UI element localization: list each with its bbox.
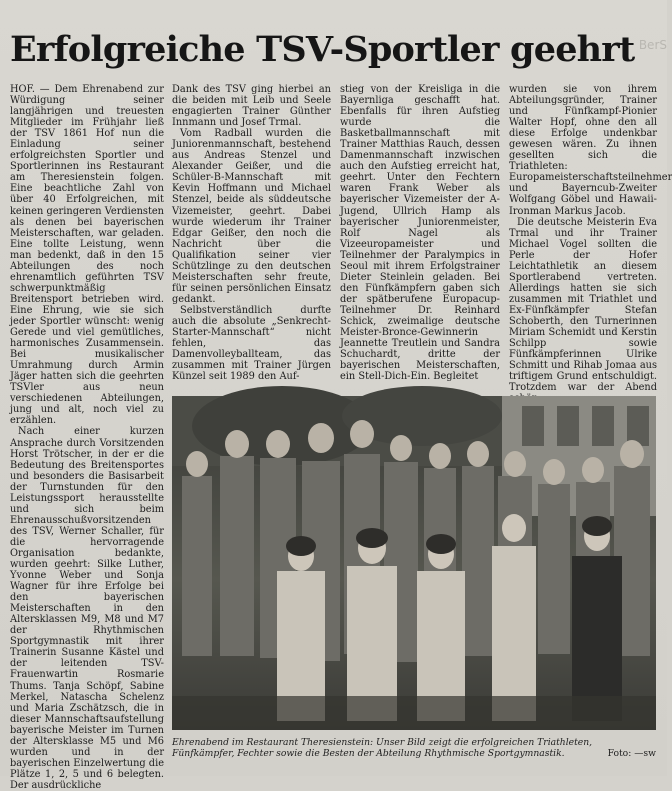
- caption-text: Ehrenabend im Restaurant Theresienstein: Unser Bild zeigt die erfolgreichen Triathleten, Fünfkämpfer, Fechter sowie die Besten der Abteilung Rhythmische Sportgymnastik.: [172, 737, 593, 759]
- paragraph: Selbstverständlich durfte auch die absolute „Senkrecht-Starter-Mannschaft“ nicht fehlen, das Damenvolleyballteam, das zusammen mit Trainer Jürgen Künzel seit 1989 den Auf-: [172, 304, 331, 383]
- article-column-3: [340, 84, 500, 398]
- paragraph: Vom Radball wurden die Juniorenmannschaft, bestehend aus Andreas Stenzel und Alexander Geißer, und die Schüler-B-Mannschaft mit Kevin Hoffmann und Michael Stenzel, beide als süddeutsche Vizemeister, geehrt. Dabei wurde wiederum ihr Trainer Edgar Geißer, den noch die Nachricht über die Qualifikation seiner vier Schützlinge zu den deutschen Meisterschaften sehr freute, für seinen persönlichen Einsatz gedankt.: [172, 128, 331, 305]
- article-column-2: [172, 84, 331, 398]
- article-column-1: [10, 84, 165, 791]
- adjacent-article-edge: BerS: [638, 38, 667, 52]
- paragraph: stieg von der Kreisliga in die Bayernliga geschafft hat. Ebenfalls für ihren Aufstieg wurde die Basketballmannschaft mit Trainer Matthias Rauch, dessen Damenmannschaft inzwischen auch den Aufstieg erreicht hat, geehrt. Unter den Fechtern waren Frank Weber als bayerischer Vizemeister der A-Jugend, Ullrich Hamp als bayerischer Juniorenmeister, Rolf Nagel als Vizeeuropameister und Teilnehmer der Paralympics in Seoul mit ihrem Erfolgstrainer Dieter Steinlein geladen. Bei den Fünfkämpfern gaben sich der spätberufene Europacup-Teilnehmer Dr. Reinhard Schick, zweimalige deutsche Meister-Bronce-Gewinnerin Jeannette Treutlein und Sandra Schuchardt, dritte der bayerischen Meisterschaften, ein Stell-Dich-Ein. Begleitet: [340, 84, 500, 383]
- paragraph: Nach einer kurzen Ansprache durch Vorsitzenden Horst Trötscher, in der er die Bedeutung des Breitensportes und besonders die Basisarbeit der Turnstunden für den Leistungssport herausstellte und sich beim Ehrenausschußvorsitzenden des TSV, Werner Schaller, für die hervorragende Organisation bedankte, wurden geehrt: Silke Luther, Yvonne Weber und Sonja Wagner für ihre Erfolge bei den bayerischen Meisterschaften in den Altersklassen M9, M8 und M7 der Rhythmischen Sportgymnastik mit ihrer Trainerin Susanne Kästel und der leitenden TSV-Frauenwartin Rosmarie Thums. Tanja Schöpf, Sabine Merkel, Natascha Schelenz und Maria Zschätzsch, die in dieser Mannschaftsaufstellung bayerische Meister im Turnen der Altersklasse M5 und M6 wurden und in der bayerischen Einzelwertung die Plätze 1, 2, 5 und 6 belegten. Der ausdrückliche: [10, 426, 165, 791]
- paragraph: Dank des TSV ging hierbei an die beiden mit Leib und Seele engagierten Trainer Günther Innmann und Josef Trmal.: [172, 84, 331, 129]
- group-photo: [172, 396, 656, 730]
- photo-caption: [172, 737, 656, 759]
- paragraph: Die deutsche Meisterin Eva Trmal und ihr Trainer Michael Vogel sollten die Perle der Hofer Leichtathletik an diesem Sportlerabend vertreten. Allerdings hatten sie sich zusammen mit Triathlet und Ex-Fünfkämpfer Stefan Schoberth, den Turnerinnen Miriam Schemidt und Kerstin Schilpp sowie Fünfkämpferinnen Ulrike Schmitt und Rihab Jomaa aus triftigem Grund entschuldigt. Trotzdem war der Abend: [509, 216, 657, 394]
- paragraph: wurden sie von ihrem Abteilungsgründer, Trainer und Fünfkampf-Pionier Walter Hopf, ohne den all diese Erfolge undenkbar gewesen wären. Zu ihnen gesellten sich die Triathleten: Europameisterschaftsteilnehmer und Bayerncub-Zweiter Wolfgang Göbel und Hawaii-Ironman Markus Jacob.: [509, 84, 672, 217]
- headline: Erfolgreiche TSV-Sportler geehrt: [10, 29, 635, 70]
- group-photo-illustration: [172, 396, 656, 730]
- paragraph: HOF. — Dem Ehrenabend zur Würdigung seiner langjährigen und treuesten Mitglieder im Frühjahr ließ der TSV 1861 Hof nun die Einladung seiner erfolgreichsten Sportler und Sportlerinnen ins Restaurant am Theresienstein folgen. Eine beachtliche Zahl von über 40 Erfolgreichen, mit keinen geringeren Verdiensten als denen bei bayerischen Meisterschaften, war geladen. Eine tollte Leistung, wenn man bedenkt, daß in den 15 Abteilungen des noch ehrenamtlich geführten TSV schwerpunktmäßig Breitensport betrieben wird. Eine Ehrung, wie sie sich jeder Sportler wünscht: wenig Gerede und viel gemütliches, harmonisches Zusammensein. Bei musikalischer Umrahmung durch Armin Jäger hatten sich die geehrten TSVler aus neun verschiedenen Abteilungen, jung und alt, noch viel zu erzählen.: [10, 84, 164, 427]
- photo-credit: Foto: —sw: [607, 748, 656, 759]
- article-column-4: [509, 84, 672, 398]
